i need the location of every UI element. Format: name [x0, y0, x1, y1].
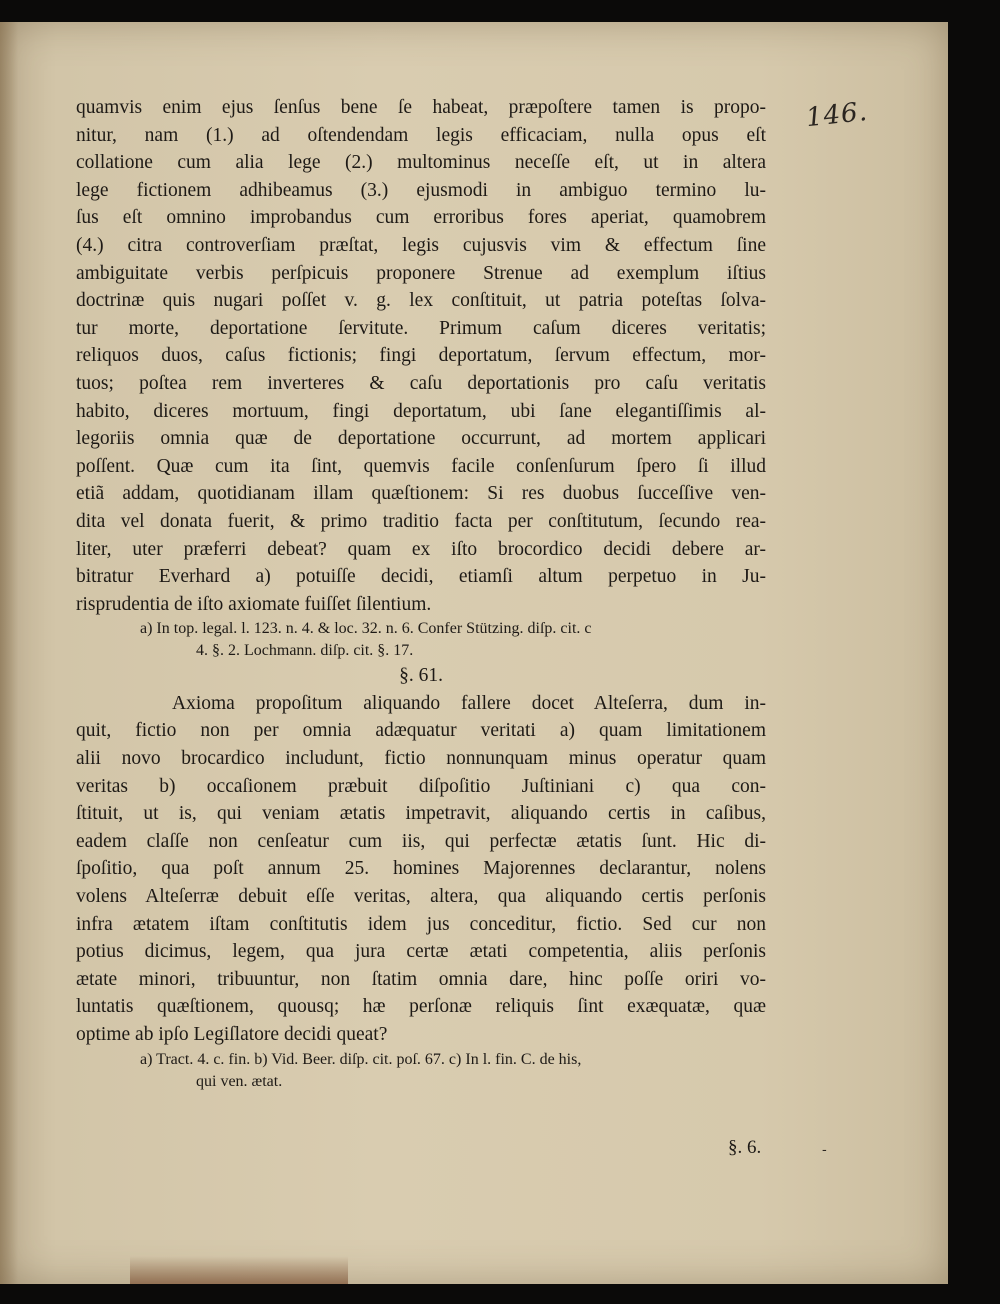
- text-line: tur morte, deportatione ſervitute. Primum caſum diceres veritatis;: [76, 317, 766, 339]
- text-line: (4.) citra controverſiam præſtat, legis cujusvis vim & effectum ſine: [76, 234, 766, 256]
- text-line: veritas b) occaſionem præbuit diſpoſitio Juſtiniani c) qua con-: [76, 775, 766, 797]
- text-line: eadem claſſe non cenſeatur cum iis, qui perfectæ ætatis ſunt. Hic di-: [76, 830, 766, 852]
- text-line: poſſent. Quæ cum ita ſint, quemvis facile conſenſurum ſpero ſi illud: [76, 455, 766, 477]
- text-line: dita vel donata fuerit, & primo traditio facta per conſtitutum, ſecundo rea-: [76, 510, 766, 532]
- text-line: legoriis omnia quæ de deportatione occurrunt, ad mortem applicari: [76, 428, 766, 450]
- margin-page-number: 146.: [804, 96, 870, 134]
- text-line: ætate minori, tribuuntur, non ſtatim omnia dare, hinc poſſe oriri vo-: [76, 968, 766, 990]
- text-line: volens Alteſerræ debuit eſſe veritas, altera, qua aliquando certis perſonis: [76, 886, 766, 908]
- text-line: bitratur Everhard a) potuiſſe decidi, etiamſi altum perpetuo in Ju-: [76, 566, 766, 588]
- footnote-line: qui ven. ætat.: [196, 1072, 283, 1090]
- text-line: optime ab ipſo Legiſlatore decidi queat?: [76, 1024, 388, 1045]
- text-line: quit, fictio non per omnia adæquatur veritati a) quam limitationem: [76, 720, 766, 742]
- text-line: nitur, nam (1.) ad oſtendendam legis efficaciam, nulla opus eſt: [76, 124, 766, 146]
- section-heading: §. 61.: [399, 665, 443, 687]
- text-line: quamvis enim ejus ſenſus bene ſe habeat, præpoſtere tamen is propo-: [76, 97, 766, 118]
- text-line: risprudentia de iſto axiomate fuiſſet ſilentium.: [76, 593, 432, 615]
- catchword: §. 6.: [728, 1137, 762, 1158]
- text-line: doctrinæ quis nugari poſſet v. g. lex conſtituit, ut patria poteſtas ſolva-: [76, 290, 766, 312]
- end-mark: -: [822, 1142, 827, 1158]
- footnote-line: a) Tract. 4. c. fin. b) Vid. Beer. diſp. cit. poſ. 67. c) In l. fin. C. de his,: [140, 1050, 582, 1068]
- text-line: ambiguitate verbis perſpicuis proponere Strenue ad exemplum iſtius: [76, 262, 766, 284]
- text-line: potius dicimus, legem, qua jura certæ ætati competentia, aliis perſonis: [76, 941, 766, 963]
- text-line: ſtituit, ut is, qui veniam ætatis impetravit, aliquando certis in caſibus,: [76, 803, 766, 825]
- footnote-line: a) In top. legal. l. 123. n. 4. & loc. 32. n. 6. Confer Stützing. diſp. cit. c: [140, 620, 592, 638]
- book-page: [0, 22, 948, 1284]
- text-line: collatione cum alia lege (2.) multominus neceſſe eſt, ut in altera: [76, 152, 766, 174]
- text-line: liter, uter præferri debeat? quam ex iſto brocordico decidi debere ar-: [76, 538, 766, 560]
- text-line: luntatis quæſtionem, quousq; hæ perſonæ reliquis ſint exæquatæ, quæ: [76, 996, 766, 1018]
- text-line: infra ætatem iſtam conſtitutis idem jus conceditur, fictio. Sed cur non: [76, 913, 766, 935]
- text-line: habito, diceres mortuum, fingi deportatum, ubi ſane elegantiſſimis al-: [76, 400, 766, 422]
- text-line: alii novo brocardico includunt, fictio nonnunquam minus operatur quam: [76, 748, 766, 770]
- text-line: Axioma propoſitum aliquando fallere docet Alteſerra, dum in-: [172, 692, 766, 714]
- text-line: lege fictionem adhibeamus (3.) ejusmodi in ambiguo termino lu-: [76, 179, 766, 201]
- footnote-line: 4. §. 2. Lochmann. diſp. cit. §. 17.: [196, 642, 414, 660]
- text-line: reliquos duos, caſus fictionis; fingi deportatum, ſervum effectum, mor-: [76, 345, 766, 367]
- text-line: ſus eſt omnino improbandus cum erroribus fores aperiat, quamobrem: [76, 207, 766, 229]
- main-text: [76, 94, 766, 1093]
- text-line: ſpoſitio, qua poſt annum 25. homines Majorennes declarantur, nolens: [76, 858, 766, 880]
- text-line: tuos; poſtea rem inverteres & caſu deportationis pro caſu veritatis: [76, 372, 766, 394]
- text-line: etiã addam, quotidianam illam quæſtionem: Si res duobus ſucceſſive ven-: [76, 483, 766, 505]
